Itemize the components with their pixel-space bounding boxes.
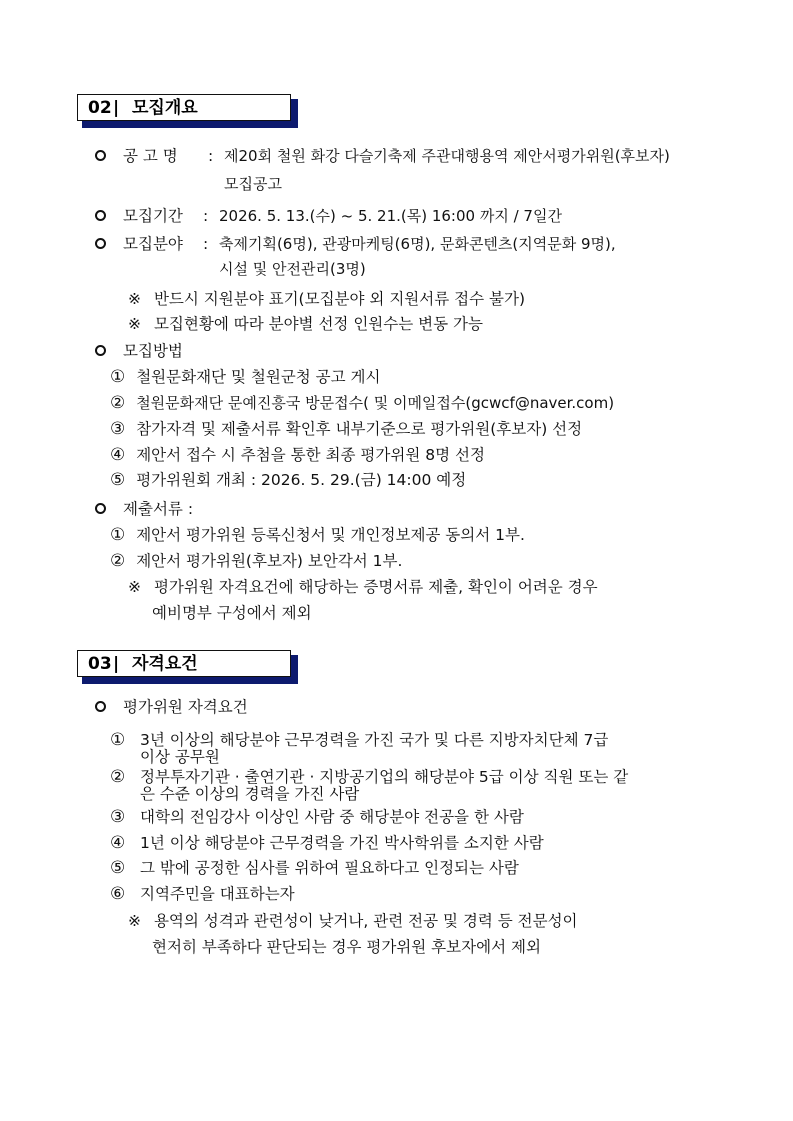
field-colon: : — [203, 235, 209, 253]
period-colon: : — [203, 207, 209, 225]
item-text: 참가자격 및 제출서류 확인후 내부기준으로 평가위원(후보자) 선정 — [136, 420, 583, 438]
field-label: 모집분야 — [123, 235, 183, 253]
requirement-item — [110, 769, 730, 803]
note-row-2 — [128, 314, 483, 334]
circle-bullet-icon — [95, 345, 106, 356]
note-text: 예비명부 구성에서 제외 — [152, 604, 312, 622]
item-text-line1: 1년 이상 해당분야 근무경력을 가진 박사학위를 소지한 사람 — [140, 834, 544, 852]
header-box — [77, 650, 291, 677]
circle-bullet-icon — [95, 150, 106, 161]
method-item — [110, 393, 614, 413]
circle-bullet-icon — [95, 210, 106, 221]
docs-header — [95, 499, 395, 519]
note-row-1 — [128, 289, 525, 309]
item-number: ④ — [110, 833, 126, 853]
period-label: 모집기간 — [123, 207, 183, 225]
item-text: 철원문화재단 문예진흥국 방문접수( 및 이메일접수(gcwcf@naver.com) — [136, 394, 615, 412]
requirements-label: 평가위원 자격요건 — [123, 698, 248, 716]
requirement-item — [110, 886, 730, 904]
item-text: 철원문화재단 및 철원군청 공고 게시 — [136, 368, 381, 386]
docs-note-cont — [152, 603, 312, 623]
notice-colon: : — [208, 147, 214, 165]
item-number: ① — [110, 367, 126, 387]
header-box — [77, 94, 291, 121]
field-value-line1: 축제기획(6명), 관광마케팅(6명), 문화콘텐츠(지역문화 9명), — [219, 235, 616, 253]
notice-value-line1: 제20회 철원 화강 다슬기축제 주관대행용역 제안서평가위원(후보자) — [224, 147, 670, 165]
method-label: 모집방법 — [123, 342, 183, 360]
docs-item — [110, 525, 525, 545]
docs-label: 제출서류 : — [123, 500, 194, 518]
note-text: 평가위원 자격요건에 해당하는 증명서류 제출, 확인이 어려운 경우 — [153, 578, 598, 596]
item-text-line1: 그 밖에 공정한 심사를 위하여 필요하다고 인정되는 사람 — [140, 859, 519, 877]
method-item — [110, 470, 466, 490]
item-text-line2: 이상 공무원 — [140, 748, 220, 766]
item-number: ③ — [110, 807, 126, 827]
requirement-item — [110, 732, 730, 766]
note-text: 현저히 부족하다 판단되는 경우 평가위원 후보자에서 제외 — [152, 938, 541, 956]
period-value: 2026. 5. 13.(수) ~ 5. 21.(목) 16:00 까지 / 7일간 — [219, 207, 562, 225]
item-number: ① — [110, 525, 126, 545]
circle-bullet-icon — [95, 238, 106, 249]
method-header — [95, 341, 395, 361]
field-row — [95, 234, 735, 280]
period-row — [95, 206, 735, 226]
note-text: 용역의 성격과 관련성이 낮거나, 관련 전공 및 경력 등 전문성이 — [153, 912, 578, 930]
requirement-item — [110, 860, 730, 878]
method-item — [110, 419, 582, 439]
requirements-header — [95, 697, 395, 717]
docs-item — [110, 551, 402, 571]
item-number: ① — [110, 730, 126, 750]
item-text-line2: 은 수준 이상의 경력을 가진 사람 — [140, 785, 360, 803]
section-header-03 — [77, 650, 299, 684]
requirement-item — [110, 835, 730, 853]
section-title: 자격요건 — [132, 654, 198, 674]
method-item — [110, 445, 485, 465]
item-number: ② — [110, 767, 126, 787]
requirements-note-cont — [152, 937, 541, 957]
item-text-line1: 지역주민을 대표하는자 — [140, 885, 295, 903]
circle-bullet-icon — [95, 701, 106, 712]
reference-mark-icon: ※ — [128, 290, 141, 308]
reference-mark-icon: ※ — [128, 315, 141, 333]
section-number: 03 — [88, 654, 112, 674]
field-value-line2: 시설 및 안전관리(3명) — [219, 260, 366, 278]
note-text: 반드시 지원분야 표기(모집분야 외 지원서류 접수 불가) — [153, 290, 526, 308]
method-item — [110, 367, 381, 387]
docs-note — [128, 577, 598, 597]
item-number: ⑤ — [110, 470, 126, 490]
item-number: ② — [110, 551, 126, 571]
requirements-note — [128, 911, 578, 931]
item-text-line1: 대학의 전임강사 이상인 사람 중 해당분야 전공을 한 사람 — [140, 808, 524, 826]
item-text: 제안서 평가위원(후보자) 보안각서 1부. — [136, 552, 403, 570]
item-text: 평가위원회 개최 : 2026. 5. 29.(금) 14:00 예정 — [136, 471, 467, 489]
section-separator: | — [113, 98, 120, 118]
item-number: ⑥ — [110, 884, 126, 904]
item-number: ⑤ — [110, 858, 126, 878]
section-title: 모집개요 — [132, 98, 198, 118]
item-number: ② — [110, 393, 126, 413]
item-number: ③ — [110, 419, 126, 439]
notice-label: 공 고 명 — [123, 147, 178, 165]
notice-value-line2: 모집공고 — [224, 175, 282, 193]
item-text-line1: 정부투자기관 · 출연기관 · 지방공기업의 해당분야 5급 이상 직원 또는 같 — [140, 768, 629, 786]
notice-row — [95, 146, 735, 193]
item-number: ④ — [110, 445, 126, 465]
section-number: 02 — [88, 98, 112, 118]
item-text-line1: 3년 이상의 해당분야 근무경력을 가진 국가 및 다른 지방자치단체 7급 — [140, 731, 609, 749]
section-separator: | — [113, 654, 120, 674]
note-text: 모집현황에 따라 분야별 선정 인원수는 변동 가능 — [153, 315, 483, 333]
requirement-item — [110, 809, 730, 827]
reference-mark-icon: ※ — [128, 912, 141, 930]
reference-mark-icon: ※ — [128, 578, 141, 596]
item-text: 제안서 평가위원 등록신청서 및 개인정보제공 동의서 1부. — [136, 526, 525, 544]
item-text: 제안서 접수 시 추첨을 통한 최종 평가위원 8명 선정 — [136, 446, 485, 464]
section-header-02 — [77, 94, 299, 128]
circle-bullet-icon — [95, 503, 106, 514]
